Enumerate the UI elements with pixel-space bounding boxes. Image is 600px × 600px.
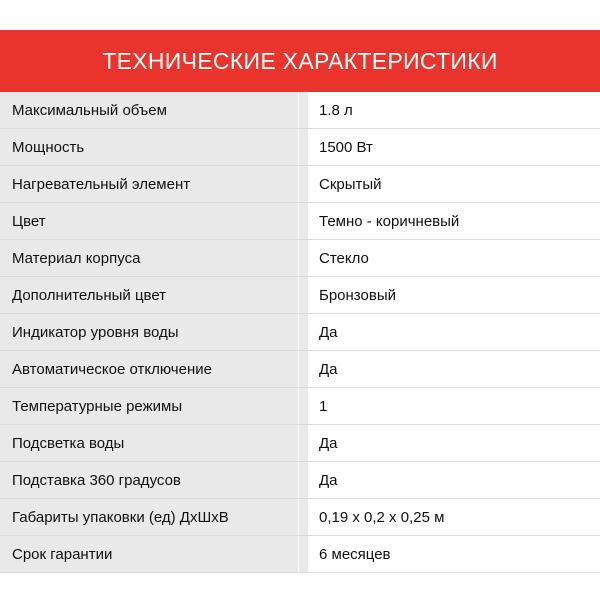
spec-row (0, 499, 600, 536)
spec-divider (298, 92, 308, 128)
spec-row (0, 240, 600, 277)
spec-row (0, 462, 600, 499)
spec-label: Габариты упаковки (ед) ДхШхВ (0, 499, 298, 535)
spec-label: Цвет (0, 203, 298, 239)
spec-table-title: ТЕХНИЧЕСКИЕ ХАРАКТЕРИСТИКИ (0, 30, 600, 93)
spec-divider (298, 314, 308, 350)
spec-row (0, 129, 600, 166)
spec-value: 1.8 л (308, 92, 600, 128)
spec-value: Да (308, 351, 600, 387)
spec-label: Температурные режимы (0, 388, 298, 424)
spec-value: Бронзовый (308, 277, 600, 313)
spec-row (0, 536, 600, 573)
spec-label: Мощность (0, 129, 298, 165)
spec-label: Дополнительный цвет (0, 277, 298, 313)
spec-label: Автоматическое отключение (0, 351, 298, 387)
spec-value: Скрытый (308, 166, 600, 202)
spec-row (0, 166, 600, 203)
spec-value: Да (308, 425, 600, 461)
spec-divider (298, 351, 308, 387)
spec-value: Стекло (308, 240, 600, 276)
spec-label: Индикатор уровня воды (0, 314, 298, 350)
spec-divider (298, 166, 308, 202)
spec-divider (298, 425, 308, 461)
spec-row (0, 277, 600, 314)
spec-divider (298, 462, 308, 498)
spec-label: Максимальный объем (0, 92, 298, 128)
spec-table (0, 92, 600, 573)
spec-value: 1500 Вт (308, 129, 600, 165)
spec-value: 6 месяцев (308, 536, 600, 572)
spec-label: Материал корпуса (0, 240, 298, 276)
spec-value: Да (308, 314, 600, 350)
spec-value: 1 (308, 388, 600, 424)
spec-divider (298, 277, 308, 313)
spec-row (0, 425, 600, 462)
spec-value: Да (308, 462, 600, 498)
spec-divider (298, 240, 308, 276)
spec-row (0, 92, 600, 129)
spec-divider (298, 499, 308, 535)
spec-row (0, 203, 600, 240)
spec-label: Подсветка воды (0, 425, 298, 461)
spec-row (0, 314, 600, 351)
spec-label: Срок гарантии (0, 536, 298, 572)
spec-row (0, 351, 600, 388)
spec-divider (298, 129, 308, 165)
spec-divider (298, 388, 308, 424)
top-band (0, 0, 600, 30)
spec-label: Нагревательный элемент (0, 166, 298, 202)
spec-label: Подставка 360 градусов (0, 462, 298, 498)
spec-value: Темно - коричневый (308, 203, 600, 239)
spec-row (0, 388, 600, 425)
spec-divider (298, 203, 308, 239)
spec-value: 0,19 x 0,2 x 0,25 м (308, 499, 600, 535)
spec-divider (298, 536, 308, 572)
